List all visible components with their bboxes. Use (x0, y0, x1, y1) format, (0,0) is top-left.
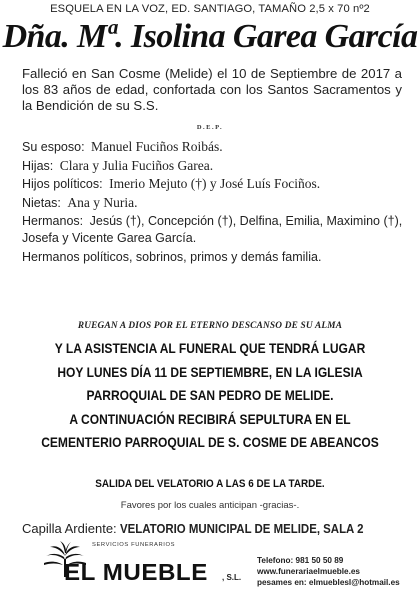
family-granddaughters-names: Ana y Nuria. (67, 194, 138, 210)
funeral-line: PARROQUIAL DE SAN PEDRO DE MELIDE. (86, 387, 334, 403)
family-children-in-law (22, 175, 407, 194)
funeral-home-contact (257, 555, 417, 588)
rip-mark: D.E.P. (196, 124, 224, 131)
family-others: Hermanos políticos, sobrinos, primos y demás familia. (22, 250, 322, 264)
funeral-line: A CONTINUACIÓN RECIBIRÁ SEPULTURA EN EL (69, 410, 351, 427)
family-children-names: Clara y Julia Fuciños Garea. (59, 157, 214, 173)
website-link[interactable]: www.funerariaelmueble.es (257, 567, 360, 576)
chapel-info (22, 521, 412, 536)
funeral-line: CEMENTERIO PARROQUIAL DE S. COSME DE ABEANCOS (41, 434, 379, 450)
family-spouse-names: Manuel Fuciños Roibás. (91, 139, 223, 154)
family-children-label: Hijas: (22, 158, 54, 173)
family-children (22, 157, 407, 176)
family-siblings (22, 213, 407, 247)
chapel-value: VELATORIO MUNICIPAL DE MELIDE, SALA 2 (120, 521, 364, 536)
family-siblings-label: Hermanos: (22, 214, 84, 228)
condolences-email[interactable]: elmueblesl@hotmail.es (308, 578, 400, 587)
prayer-line: RUEGAN A DIOS POR EL ETERNO DESCANSO DE SU ALMA (77, 321, 343, 331)
death-announcement: Falleció en San Cosme (Melide) el 10 de Septiembre de 2017 a los 83 años de edad, confortada con los Santos Sacramentos y la Bendición de su S.S. (22, 66, 402, 113)
funeral-home-brand: EL MUEBLE (64, 559, 208, 585)
funeral-home-logo (42, 541, 242, 591)
phone-number[interactable]: 981 50 50 89 (295, 556, 344, 565)
family-spouse (22, 138, 407, 157)
chapel-label: Capilla Ardiente: (22, 521, 117, 536)
family-granddaughters-label: Nietas: (22, 195, 61, 210)
phone-label: Telefono: (257, 556, 294, 565)
contact-phone-row (257, 555, 417, 566)
family-siblings-names: Jesús (†), Concepción (†), Delfina, Emilia, Maximino (†), Josefa y Vicente Garea García. (22, 214, 403, 245)
funeral-details (29, 337, 390, 455)
family-children-in-law-label: Hijos políticos: (22, 177, 103, 191)
family-children-in-law-names: Imerio Mejuto (†) y José Luís Fociños. (109, 176, 321, 191)
contact-condolences-row (257, 577, 417, 588)
deceased-name: Dña. Mª. Isolina Garea García (2, 18, 418, 55)
family-spouse-label: Su esposo: (22, 140, 85, 154)
family-list (22, 138, 407, 267)
thanks-line: Favores por los cuales anticipan -gracias-. (120, 500, 300, 511)
funeral-home-suffix: , S.L. (222, 573, 242, 582)
family-granddaughters (22, 194, 407, 213)
funeral-line: HOY LUNES DÍA 11 DE SEPTIEMBRE, EN LA IGLESIA (57, 363, 363, 380)
condolences-label: pesames en: (257, 578, 307, 587)
funeral-services-label: SERVICIOS FUNERARIOS (92, 542, 176, 548)
wake-departure: SALIDA DEL VELATORIO A LAS 6 DE LA TARDE. (95, 478, 325, 490)
funeral-line: Y LA ASISTENCIA AL FUNERAL QUE TENDRÁ LUGAR (54, 340, 366, 356)
publication-header: ESQUELA EN LA VOZ, ED. SANTIAGO, TAMAÑO 2,5 x 70 nº2 (50, 3, 370, 15)
